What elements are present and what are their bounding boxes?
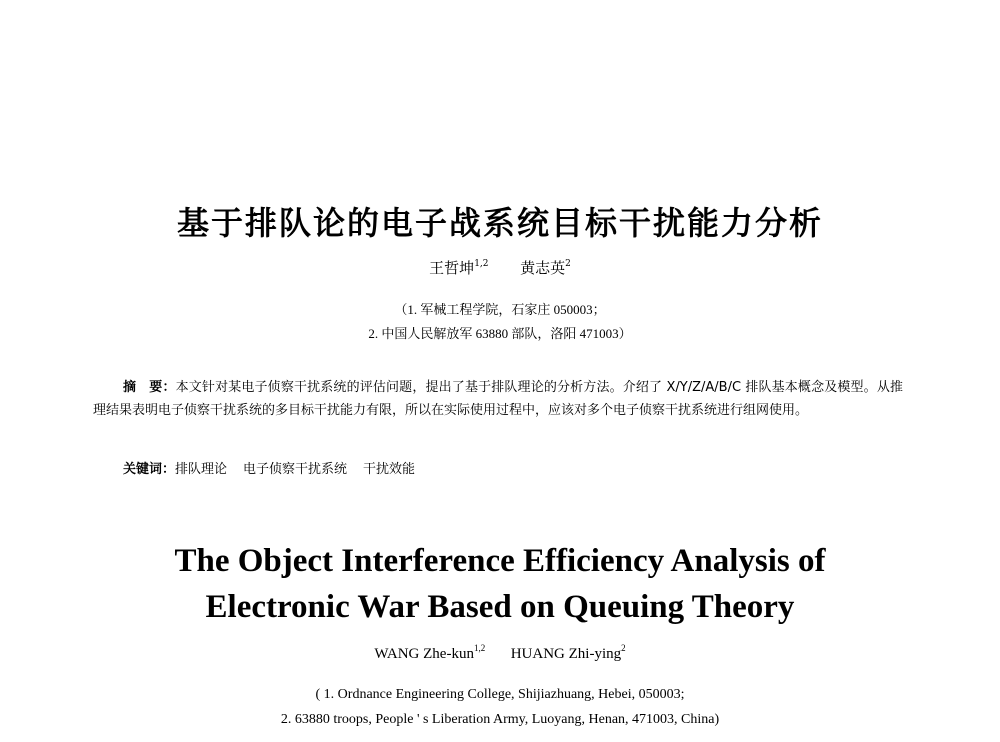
abstract-label: 摘 要：	[123, 380, 176, 395]
keyword: 电子侦察干扰系统	[243, 462, 348, 477]
keywords-label: 关键词：	[123, 462, 176, 477]
affiliation-line: 2. 中国人民解放军 63880 部队，洛阳 471003）	[368, 326, 632, 341]
chinese-affiliations	[0, 298, 1000, 346]
author-affiliation-marker: 1,2	[473, 643, 486, 653]
author-name: 王哲坤	[429, 259, 475, 277]
chinese-title: 基于排队论的电子战系统目标干扰能力分析	[176, 204, 823, 242]
title-line: Electronic War Based on Queuing Theory	[205, 589, 795, 625]
affiliation-line: 2. 63880 troops, People ' s Liberation Army, Luoyang, Henan, 471003, China)	[280, 712, 720, 727]
author-affiliation-marker: 1,2	[474, 259, 489, 269]
author-affiliation-marker: 2	[565, 259, 571, 269]
chinese-keywords	[123, 458, 431, 477]
author-affiliation-marker: 2	[621, 643, 626, 653]
author-name: 黄志英	[520, 259, 566, 277]
affiliation-line: （1. 军械工程学院，石家庄 050003；	[394, 302, 606, 317]
affiliation-line: ( 1. Ordnance Engineering College, Shijiazhuang, Hebei, 050003;	[315, 687, 685, 702]
keyword: 排队理论	[175, 462, 228, 477]
title-line: The Object Interference Efficiency Analysis of	[174, 543, 826, 579]
english-title	[0, 538, 1000, 630]
keyword: 干扰效能	[363, 462, 416, 477]
english-affiliations	[0, 682, 1000, 732]
author-name: WANG Zhe-kun	[374, 646, 474, 662]
chinese-authors	[0, 257, 1000, 278]
english-authors	[0, 643, 1000, 663]
author-name: HUANG Zhi-ying	[510, 646, 622, 662]
chinese-abstract	[93, 376, 903, 422]
abstract-text: 本文针对某电子侦察干扰系统的评估问题，提出了基于排队理论的分析方法。介绍了 X/Y/Z/A/B/C 排队基本概念及模型。从推理结果表明电子侦察干扰系统的多目标干扰能力有限，所以在实际使用过程中，应该对多个电子侦察干扰系统进行组网使用。	[93, 380, 903, 418]
